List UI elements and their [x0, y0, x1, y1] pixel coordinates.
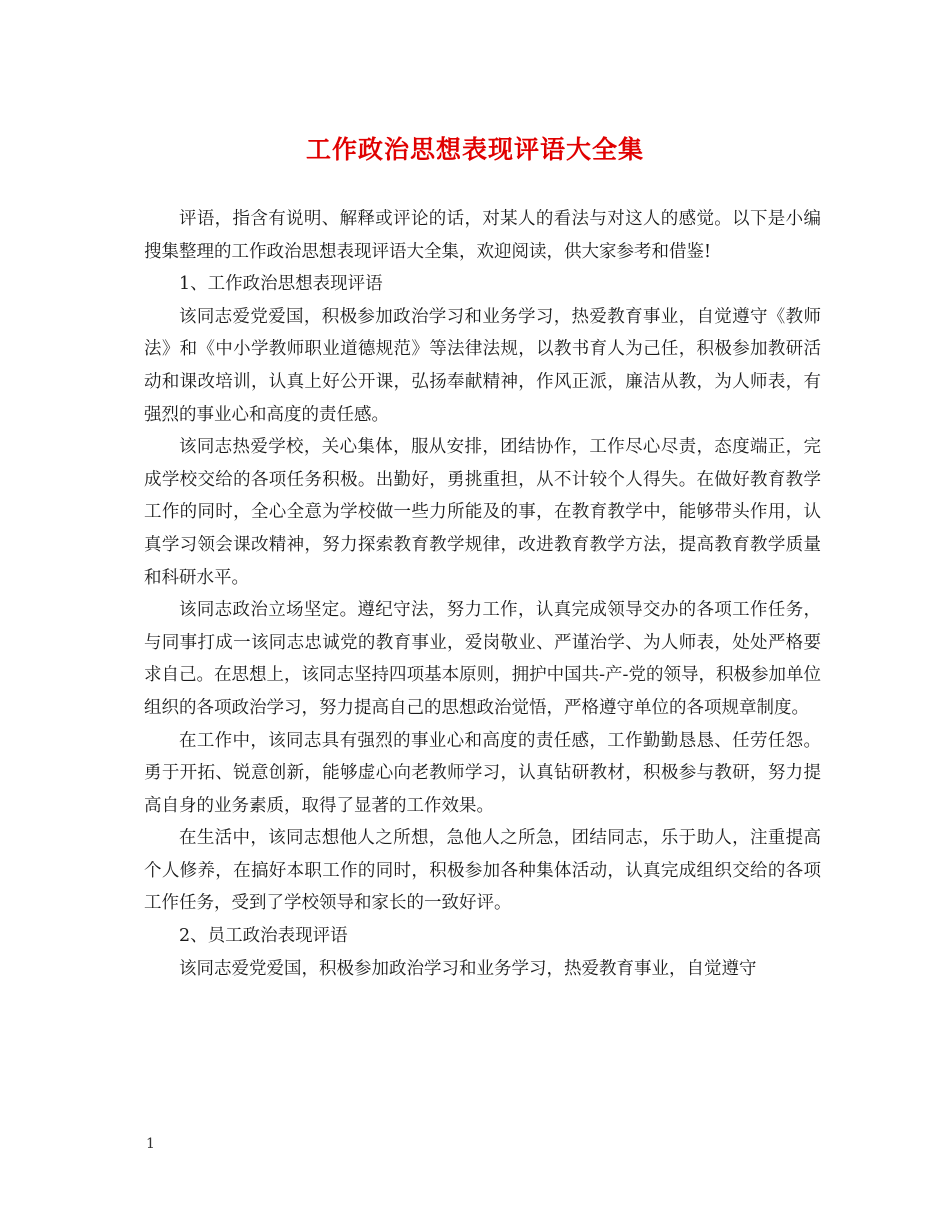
body-paragraph: 在工作中，该同志具有强烈的事业心和高度的责任感，工作勤勤恳恳、任劳任怨。勇于开拓、锐意创新，能够虚心向老教师学习，认真钻研教材，积极参与教研，努力提高自身的业务素质，取得了显著的工作效果。: [144, 730, 821, 816]
section-heading-1: 1、工作政治思想表现评语: [179, 274, 383, 295]
page-number: 1: [146, 1136, 155, 1152]
body-paragraph: 该同志热爱学校，关心集体，服从安排，团结协作，工作尽心尽责，态度端正，完成学校交给的各项任务积极。出勤好，勇挑重担，从不计较个人得失。在做好教育教学工作的同时，全心全意为学校做一些力所能及的事，在教育教学中，能够带头作用，认真学习领会课改精神，努力探索教育教学规律，改进教育教学方法，提高教育教学质量和科研水平。: [144, 437, 821, 588]
body-paragraph: 该同志政治立场坚定。遵纪守法，努力工作，认真完成领导交办的各项工作任务，与同事打成一该同志忠诚党的教育事业，爱岗敬业、严谨治学、为人师表，处处严格要求自己。在思想上，该同志坚持四项基本原则，拥护中国共-产-党的领导，积极参加单位组织的各项政治学习，努力提高自己的思想政治觉悟，严格遵守单位的各项规章制度。: [144, 600, 821, 718]
body-paragraph: 该同志爱党爱国，积极参加政治学习和业务学习，热爱教育事业，自觉遵守《教师法》和《中小学教师职业道德规范》等法律法规，以教书育人为己任，积极参加教研活动和课改培训，认真上好公开课，弘扬奉献精神，作风正派，廉洁从教，为人师表，有强烈的事业心和高度的责任感。: [144, 306, 821, 425]
intro-paragraph: 评语，指含有说明、解释或评论的话，对某人的看法与对这人的感觉。以下是小编搜集整理的工作政治思想表现评语大全集，欢迎阅读，供大家参考和借鉴!: [144, 209, 821, 262]
body-paragraph: 该同志爱党爱国，积极参加政治学习和业务学习，热爱教育事业，自觉遵守: [179, 958, 757, 979]
document-title: 工作政治思想表现评语大全集: [305, 135, 644, 164]
section-heading-2: 2、员工政治表现评语: [179, 926, 348, 947]
document-body: [144, 203, 821, 985]
body-paragraph: 在生活中，该同志想他人之所想，急他人之所急，团结同志，乐于助人，注重提高个人修养，在搞好本职工作的同时，积极参加各种集体活动，认真完成组织交给的各项工作任务，受到了学校领导和家长的一致好评。: [144, 828, 821, 914]
